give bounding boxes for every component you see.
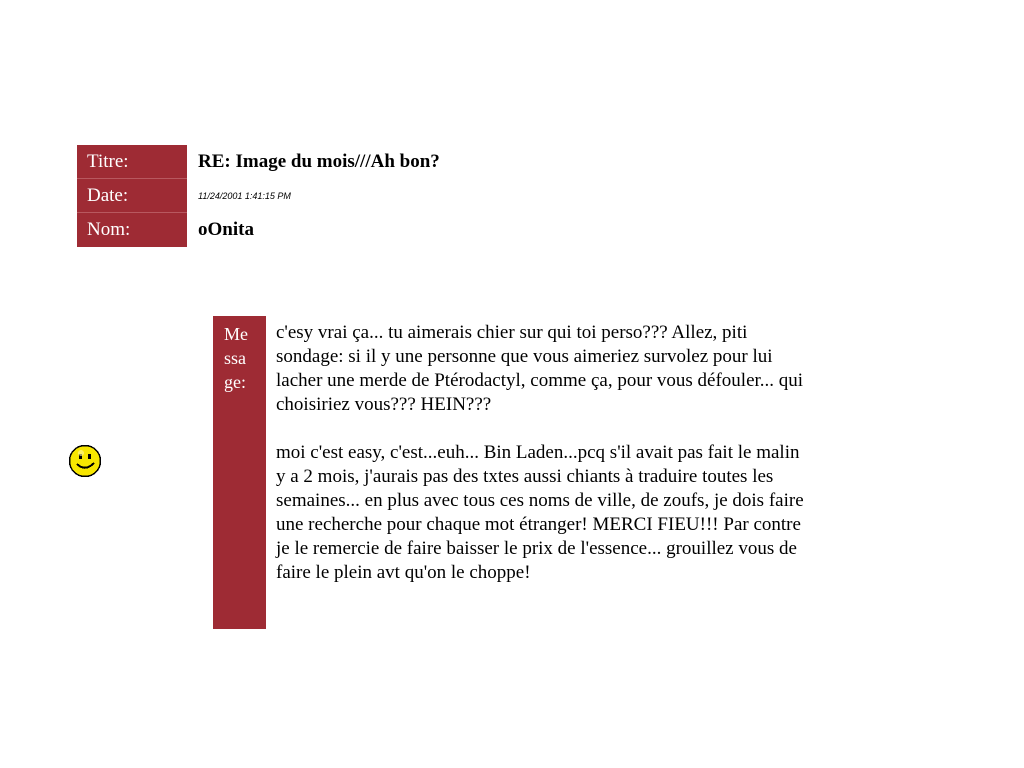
message-paragraph: c'esy vrai ça... tu aimerais chier sur qui toi perso??? Allez, piti sondage: si il y une personne que vous aimeriez survolez pour lui lacher une merde de Ptérodactyl, comme ça, pour vous défouler... qui choisiriez vous??? HEIN??? bbox=[276, 322, 804, 415]
name-row bbox=[77, 213, 597, 247]
author-name: oOnita bbox=[198, 219, 254, 240]
title-row bbox=[77, 145, 597, 179]
message-label-part: Me bbox=[224, 324, 248, 344]
message-date: 11/24/2001 1:41:15 PM bbox=[198, 191, 291, 201]
message-header bbox=[77, 145, 597, 247]
message-paragraph: moi c'est easy, c'est...euh... Bin Laden...pcq s'il avait pas fait le malin y a 2 mois, j'aurais pas des txtes aussi chiants à traduire toutes les semaines... en plus avec tous ces noms de ville, de zoufs, je dois faire une recherche pour chaque mot étranger! MERCI FIEU!!! Par contre je le remercie de faire baisser le prix de l'essence... grouillez vous de faire le plein avt qu'on le choppe! bbox=[276, 442, 804, 583]
message-block bbox=[213, 316, 811, 629]
date-row bbox=[77, 179, 597, 213]
message-label-part: ge: bbox=[224, 372, 246, 392]
date-label: Date: bbox=[77, 179, 187, 213]
message-label-part: ssa bbox=[224, 348, 246, 368]
message-title: RE: Image du mois///Ah bon? bbox=[198, 151, 440, 172]
name-label: Nom: bbox=[77, 213, 187, 247]
message-label bbox=[213, 316, 266, 629]
smiley-icon bbox=[68, 444, 102, 478]
message-body bbox=[266, 316, 811, 629]
title-label: Titre: bbox=[77, 145, 187, 179]
